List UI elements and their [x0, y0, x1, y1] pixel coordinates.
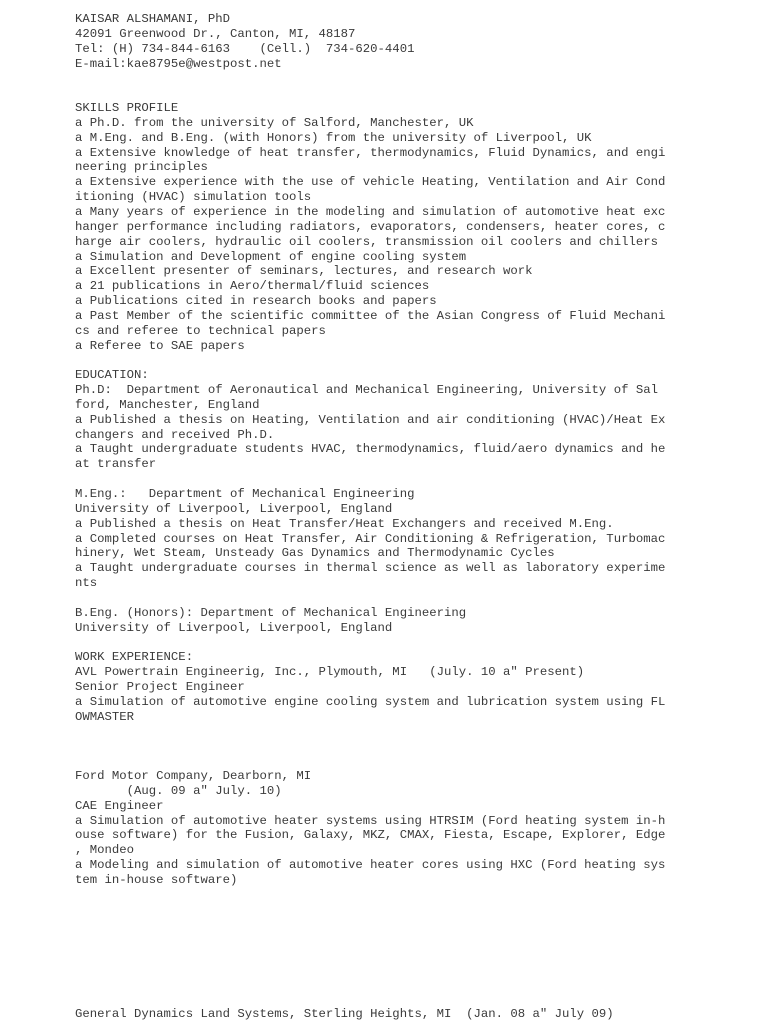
- text-line: hanger performance including radiators, evaporators, condensers, heater cores, c: [75, 219, 666, 234]
- blank-line: [75, 635, 765, 650]
- text-line: harge air coolers, hydraulic oil coolers, transmission oil coolers and chillers: [75, 234, 658, 249]
- blank-line: [75, 71, 765, 86]
- blank-line: [75, 739, 765, 754]
- blank-line: [75, 353, 765, 368]
- text-line: neering principles: [75, 160, 208, 175]
- text-line: ouse software) for the Fusion, Galaxy, MKZ, CMAX, Fiesta, Escape, Explorer, Edge: [75, 828, 666, 843]
- resume-document: [75, 12, 765, 1021]
- blank-line: [75, 903, 765, 918]
- text-line: at transfer: [75, 457, 157, 472]
- text-line: B.Eng. (Honors): Department of Mechanical Engineering: [75, 605, 467, 620]
- text-line: hinery, Wet Steam, Unsteady Gas Dynamics and Thermodynamic Cycles: [75, 546, 555, 561]
- blank-line: [75, 591, 765, 606]
- text-line: a Extensive knowledge of heat transfer, thermodynamics, Fluid Dynamics, and engi: [75, 145, 666, 160]
- blank-line: [75, 932, 765, 947]
- text-line: a Published a thesis on Heating, Ventilation and air conditioning (HVAC)/Heat Ex: [75, 412, 666, 427]
- text-line: a Simulation and Development of engine cooling system: [75, 249, 467, 264]
- text-line: , Mondeo: [75, 843, 135, 858]
- text-line: WORK EXPERIENCE:: [75, 650, 194, 665]
- text-line: a Extensive experience with the use of vehicle Heating, Ventilation and Air Cond: [75, 175, 666, 190]
- text-line: ford, Manchester, England: [75, 397, 260, 412]
- blank-line: [75, 472, 765, 487]
- blank-line: [75, 86, 765, 101]
- text-line: nts: [75, 576, 98, 591]
- text-line: OWMASTER: [75, 709, 135, 724]
- text-line: a M.Eng. and B.Eng. (with Honors) from the university of Liverpool, UK: [75, 130, 592, 145]
- text-line: CAE Engineer: [75, 798, 164, 813]
- text-line: a Simulation of automotive engine cooling system and lubrication system using FL: [75, 694, 666, 709]
- text-line: University of Liverpool, Liverpool, England: [75, 620, 393, 635]
- text-line: EDUCATION:: [75, 368, 149, 383]
- blank-line: [75, 754, 765, 769]
- text-line: a Modeling and simulation of automotive heater cores using HXC (Ford heating sys: [75, 858, 666, 873]
- text-line: Ph.D: Department of Aeronautical and Mechanical Engineering, University of Sal: [75, 383, 658, 398]
- text-line: a 21 publications in Aero/thermal/fluid sciences: [75, 279, 430, 294]
- text-line: a Publications cited in research books and papers: [75, 294, 437, 309]
- text-line: AVL Powertrain Engineerig, Inc., Plymouth, MI (July. 10 a" Present): [75, 665, 585, 680]
- text-line: a Completed courses on Heat Transfer, Air Conditioning & Refrigeration, Turbomac: [75, 531, 666, 546]
- text-line: a Ph.D. from the university of Salford, Manchester, UK: [75, 115, 474, 130]
- text-line: a Taught undergraduate students HVAC, thermodynamics, fluid/aero dynamics and he: [75, 442, 666, 457]
- text-line: (Aug. 09 a" July. 10): [75, 783, 282, 798]
- text-line: tem in-house software): [75, 872, 238, 887]
- text-line: a Many years of experience in the modeling and simulation of automotive heat exc: [75, 204, 666, 219]
- text-line: a Published a thesis on Heat Transfer/Heat Exchangers and received M.Eng.: [75, 516, 614, 531]
- blank-line: [75, 992, 765, 1007]
- text-line: a Excellent presenter of seminars, lectures, and research work: [75, 264, 533, 279]
- text-line: General Dynamics Land Systems, Sterling Heights, MI (Jan. 08 a" July 09): [75, 1006, 614, 1021]
- text-line: M.Eng.: Department of Mechanical Engineering: [75, 487, 415, 501]
- text-line: cs and referee to technical papers: [75, 323, 326, 338]
- text-line: SKILLS PROFILE: [75, 101, 179, 116]
- blank-line: [75, 725, 765, 740]
- text-line: itioning (HVAC) simulation tools: [75, 190, 312, 205]
- blank-line: [75, 977, 765, 992]
- text-line: KAISAR ALSHAMANI, PhD: [75, 12, 230, 26]
- text-line: a Simulation of automotive heater systems using HTRSIM (Ford heating system in-h: [75, 813, 666, 828]
- text-line: a Referee to SAE papers: [75, 338, 245, 353]
- text-line: Tel: (H) 734-844-6163 (Cell.) 734-620-4401: [75, 41, 415, 56]
- text-line: University of Liverpool, Liverpool, England: [75, 501, 393, 516]
- text-line: changers and received Ph.D.: [75, 427, 275, 442]
- blank-line: [75, 947, 765, 962]
- blank-line: [75, 962, 765, 977]
- text-line: 42091 Greenwood Dr., Canton, MI, 48187: [75, 26, 356, 41]
- text-line: Senior Project Engineer: [75, 679, 245, 694]
- text-line: a Past Member of the scientific committee of the Asian Congress of Fluid Mechani: [75, 308, 666, 323]
- blank-line: [75, 888, 765, 903]
- text-line: a Taught undergraduate courses in thermal science as well as laboratory experime: [75, 561, 666, 576]
- blank-line: [75, 917, 765, 932]
- text-line: E-mail:kae8795e@westpost.net: [75, 56, 282, 71]
- text-line: Ford Motor Company, Dearborn, MI: [75, 769, 312, 784]
